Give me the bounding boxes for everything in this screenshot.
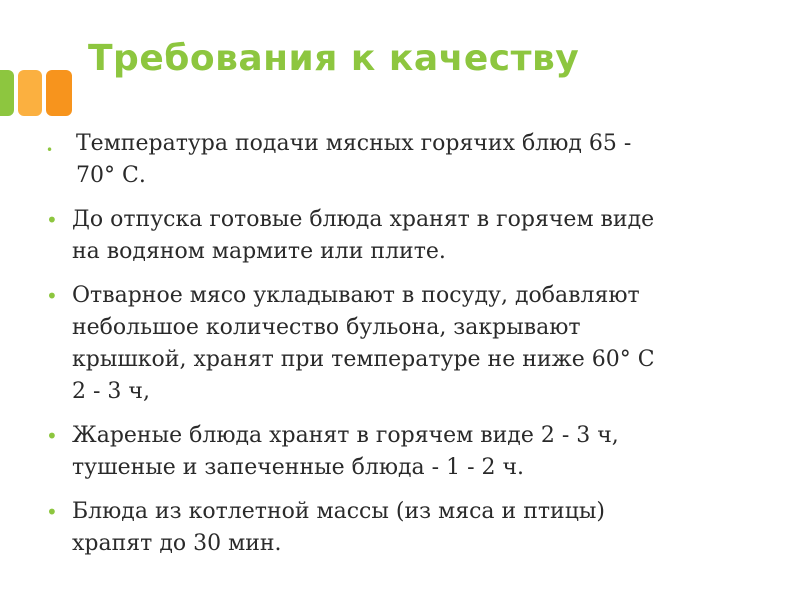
- title-decoration-bars: [0, 70, 72, 116]
- bullet-dot-icon: •: [46, 500, 58, 524]
- bullet-dot-icon: •: [46, 284, 58, 308]
- deco-bar-orange: [46, 70, 72, 116]
- bullet-item: [44, 128, 664, 192]
- slide-title: Требования к качеству: [88, 38, 580, 79]
- bullet-item: [44, 204, 664, 268]
- deco-bar-light-orange: [18, 70, 42, 116]
- bullet-dot-icon: •: [46, 424, 58, 448]
- bullet-item: [44, 280, 664, 408]
- bullet-dot-icon: •: [46, 208, 58, 232]
- bullet-text: Температура подачи мясных горячих блюд 65 - 70° С.: [76, 131, 632, 188]
- bullet-text: Жареные блюда хранят в горячем виде 2 - 3 ч, тушеные и запеченные блюда - 1 - 2 ч.: [72, 423, 619, 480]
- bullet-list: [44, 128, 664, 572]
- bullet-text: Отварное мясо укладывают в посуду, добавляют небольшое количество бульона, закрывают крышкой, хранят при температуре не ниже 60° С 2 - 3 ч,: [72, 283, 655, 404]
- bullet-dot-icon: •: [46, 143, 54, 157]
- bullet-text: Блюда из котлетной массы (из мяса и птицы) храпят до 30 мин.: [72, 499, 605, 556]
- bullet-text: До отпуска готовые блюда хранят в горячем виде на водяном мармите или плите.: [72, 207, 655, 264]
- bullet-item: [44, 420, 664, 484]
- deco-bar-green: [0, 70, 14, 116]
- bullet-item: [44, 496, 664, 560]
